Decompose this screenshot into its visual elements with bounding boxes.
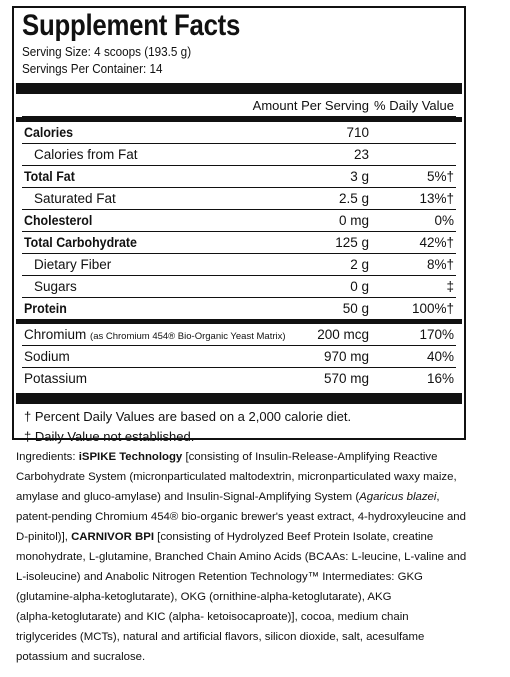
nutrient-row-total-carbohydrate — [22, 232, 456, 254]
ingredients-line: L-isoleucine) and Anabolic Nitrogen Retention Technology™ Intermediates: GKG — [16, 571, 423, 583]
nutrient-amount: 0 mg — [338, 213, 369, 228]
nutrient-row-chromium — [22, 324, 456, 346]
ingredient-brand: CARNIVOR BPI — [71, 531, 154, 543]
nutrient-label: Total Carbohydrate — [24, 235, 137, 250]
nutrient-label: Saturated Fat — [34, 191, 116, 206]
ingredients-text — [16, 447, 478, 667]
ingredients-line: Carbohydrate System (micronparticulated maltodextrin, micronparticulated waxy maize, — [16, 471, 457, 483]
ingredients-line: (glutamine-alpha-ketoglutarate), OKG (ornithine-alpha-ketoglutarate), AKG — [16, 591, 392, 603]
nutrient-row-potassium — [22, 368, 456, 389]
supplement-facts-panel — [12, 6, 466, 444]
ingredients-line — [16, 447, 478, 467]
ingredients-text-segment: [consisting of Insulin-Release-Amplifying Reactive — [182, 451, 438, 463]
nutrient-row-calories-from-fat — [22, 144, 456, 166]
nutrient-dv: 8%† — [426, 257, 454, 272]
nutrient-name: Chromium — [24, 327, 87, 342]
ingredients-text-segment: amylase and gluco-amylase) and Insulin-Signal-Amplifying System ( — [16, 491, 360, 503]
column-header — [22, 94, 456, 117]
ingredients-line: patent-pending Chromium 454® bio-organic brewer's yeast extract, 4-hydroxyleucine and — [16, 511, 466, 523]
thick-divider — [16, 83, 462, 94]
footnote-dagger: † Percent Daily Values are based on a 2,000 calorie diet. — [24, 409, 352, 424]
nutrient-dv: 170% — [419, 327, 454, 342]
nutrient-label: Cholesterol — [24, 213, 93, 228]
nutrient-amount: 2 g — [350, 257, 369, 272]
ingredients-line — [16, 527, 478, 547]
nutrient-amount: 200 mcg — [317, 327, 369, 342]
nutrient-label: Sodium — [24, 349, 70, 364]
nutrient-label: Potassium — [24, 371, 88, 386]
nutrient-amount: 570 mg — [323, 371, 369, 386]
amount-column-header: Amount Per Serving — [252, 98, 369, 113]
nutrient-row-saturated-fat — [22, 188, 456, 210]
panel-title: Supplement Facts — [22, 9, 241, 42]
thick-divider — [16, 393, 462, 404]
nutrient-amount: 125 g — [335, 235, 369, 250]
ingredients-text-segment: D-pinitol)], — [16, 531, 72, 543]
nutrient-source-note: (as Chromium 454® Bio-Organic Yeast Matrix) — [90, 331, 286, 342]
servings-per-container: Servings Per Container: 14 — [22, 61, 163, 76]
nutrient-dv: 5%† — [426, 169, 454, 184]
nutrient-row-calories — [22, 122, 456, 144]
ingredients-line: potassium and sucralose. — [16, 651, 146, 663]
nutrient-dv: 40% — [426, 349, 454, 364]
ingredients-line — [16, 487, 478, 507]
ingredient-brand: iSPIKE Technology — [78, 451, 183, 463]
serving-size: Serving Size: 4 scoops (193.5 g) — [22, 44, 192, 59]
nutrient-label: Protein — [24, 301, 67, 316]
nutrient-label: Calories from Fat — [34, 147, 138, 162]
nutrient-row-total-fat — [22, 166, 456, 188]
nutrient-label — [24, 327, 286, 342]
nutrient-dv: 16% — [426, 371, 454, 386]
nutrient-row-sodium — [22, 346, 456, 368]
nutrient-row-dietary-fiber — [22, 254, 456, 276]
nutrient-row-cholesterol — [22, 210, 456, 232]
ingredients-text-segment: , — [436, 491, 440, 503]
dv-column-header: % Daily Value — [374, 98, 454, 113]
nutrient-dv: 0% — [434, 213, 454, 228]
nutrient-amount: 0 g — [350, 279, 369, 294]
nutrient-label: Sugars — [34, 279, 77, 294]
nutrient-row-sugars — [22, 276, 456, 298]
nutrient-amount: 970 mg — [323, 349, 369, 364]
ingredients-text-segment: [consisting of Hydrolyzed Beef Protein Isolate, creatine — [153, 531, 434, 543]
nutrient-amount: 23 — [353, 147, 369, 162]
nutrient-dv: 13%† — [419, 191, 454, 206]
nutrient-amount: 50 g — [342, 301, 369, 316]
nutrient-dv: 100%† — [411, 301, 454, 316]
nutrient-amount: 2.5 g — [338, 191, 369, 206]
ingredients-line: monohydrate, L-glutamine, Branched Chain Amino Acids (BCAAs: L-leucine, L-valine and — [16, 551, 467, 563]
ingredients-line: triglycerides (MCTs), natural and artificial flavors, silicon dioxide, salt, acesulfame — [16, 631, 425, 643]
nutrient-row-protein — [22, 298, 456, 319]
nutrient-amount: 710 — [346, 125, 369, 140]
footnote-double-dagger: ‡ Daily Value not established. — [24, 429, 195, 444]
nutrient-dv: ‡ — [446, 279, 454, 294]
ingredients-line: (alpha-ketoglutarate) and KIC (alpha- ketoisocaproate)], cocoa, medium chain — [16, 611, 409, 623]
nutrient-amount: 3 g — [350, 169, 369, 184]
ingredients-label: Ingredients: — [16, 451, 79, 463]
nutrient-label: Calories — [24, 125, 74, 140]
ingredient-species: Agaricus blazei — [359, 491, 437, 503]
nutrient-label: Total Fat — [24, 169, 75, 184]
nutrient-dv: 42%† — [419, 235, 454, 250]
nutrient-label: Dietary Fiber — [34, 257, 112, 272]
